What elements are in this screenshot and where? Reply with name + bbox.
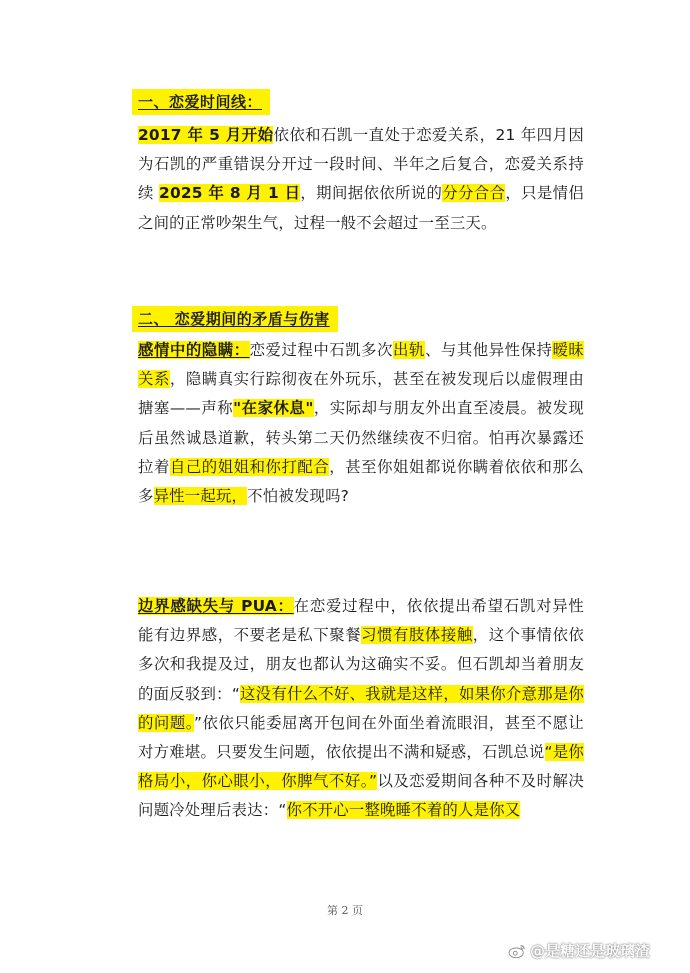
- page-number: 第 2 页: [327, 904, 363, 917]
- paragraph-boundaries: 边界感缺失与 PUA：在恋爱过程中，依依提出希望石凯对异性能有边界感，不要老是私下聚餐习惯有肢体接触，这个事情依依多次和我提及过，朋友也都认为这确实不妥。但石凯却当着朋友的面反驳到：“这没有什么不好、我就是这样，如果你介意那是你的问题。”依依只能委屈离开包间在外面坐着流眼泪，甚至不愿让对方难堪。只要发生问题，依依提出不满和疑惑，石凯总说“是你格局小，你心眼小，你脾气不好。”以及恋爱期间各种不及时解决问题冷处理后表达：“你不开心一整晚睡不着的人是你又: [138, 597, 585, 820]
- highlight-end-date: 2025 年 8 月 1 日: [159, 184, 301, 203]
- watermark-text: @是糖还是玻璃渣: [529, 942, 650, 960]
- highlight-text: 出轨: [393, 341, 425, 359]
- paragraph-concealment: 感情中的隐瞒：恋爱过程中石凯多次出轨、与其他异性保持暧昧关系，隐瞒真实行踪彻夜在外玩乐，甚至在被发现后以虚假理由搪塞——声称"在家休息"，实际却与朋友外出直至凌晨。被发现后虽然诚恳道歉，转头第二天仍然继续夜不归宿。怕再次暴露还拉着自己的姐姐和你打配合，甚至你姐姐都说你瞒着依依和那么多异性一起玩，不怕被发现吗?: [138, 341, 585, 506]
- highlight-quote: "在家休息": [233, 399, 314, 418]
- highlight-text: 暧昧关系: [138, 341, 584, 389]
- highlight-quote: 这没有什么不好、我就是这样，如果你介意那是你的问题。: [138, 684, 585, 732]
- weibo-icon: [508, 943, 526, 959]
- highlight-text: 自己的姐姐和你打配合: [169, 457, 330, 476]
- highlight-text: 异性一起玩，: [153, 487, 248, 506]
- highlight-quote: 你不开心一整晚睡不着的人是你又: [286, 801, 521, 820]
- highlight-text: 分分合合: [442, 184, 506, 203]
- section-heading-conflicts: 二、 恋爱期间的矛盾与伤害: [132, 307, 338, 331]
- paragraph-timeline: 2017 年 5 月开始依依和石凯一直处于恋爱关系，21 年四月因为石凯的严重错误分开过一段时间、半年之后复合，恋爱关系持续 2025 年 8 月 1 日，期间据依依所说的分分合合，只是情侣之间的正常吵架生气，过程一般不会超过一至三天。: [138, 126, 584, 232]
- subheading-concealment: 感情中的隐瞒：: [138, 341, 250, 359]
- highlight-start-date: 2017 年 5 月开始: [138, 126, 274, 144]
- watermark: [508, 940, 650, 961]
- subheading-boundaries: 边界感缺失与 PUA：: [138, 597, 294, 615]
- highlight-text: 习惯有肢体接触: [361, 626, 473, 645]
- highlight-quote: “是你格局小，你心眼小，你脾气不好。”: [138, 743, 584, 791]
- section-heading-timeline: 一、恋爱时间线：: [132, 90, 270, 114]
